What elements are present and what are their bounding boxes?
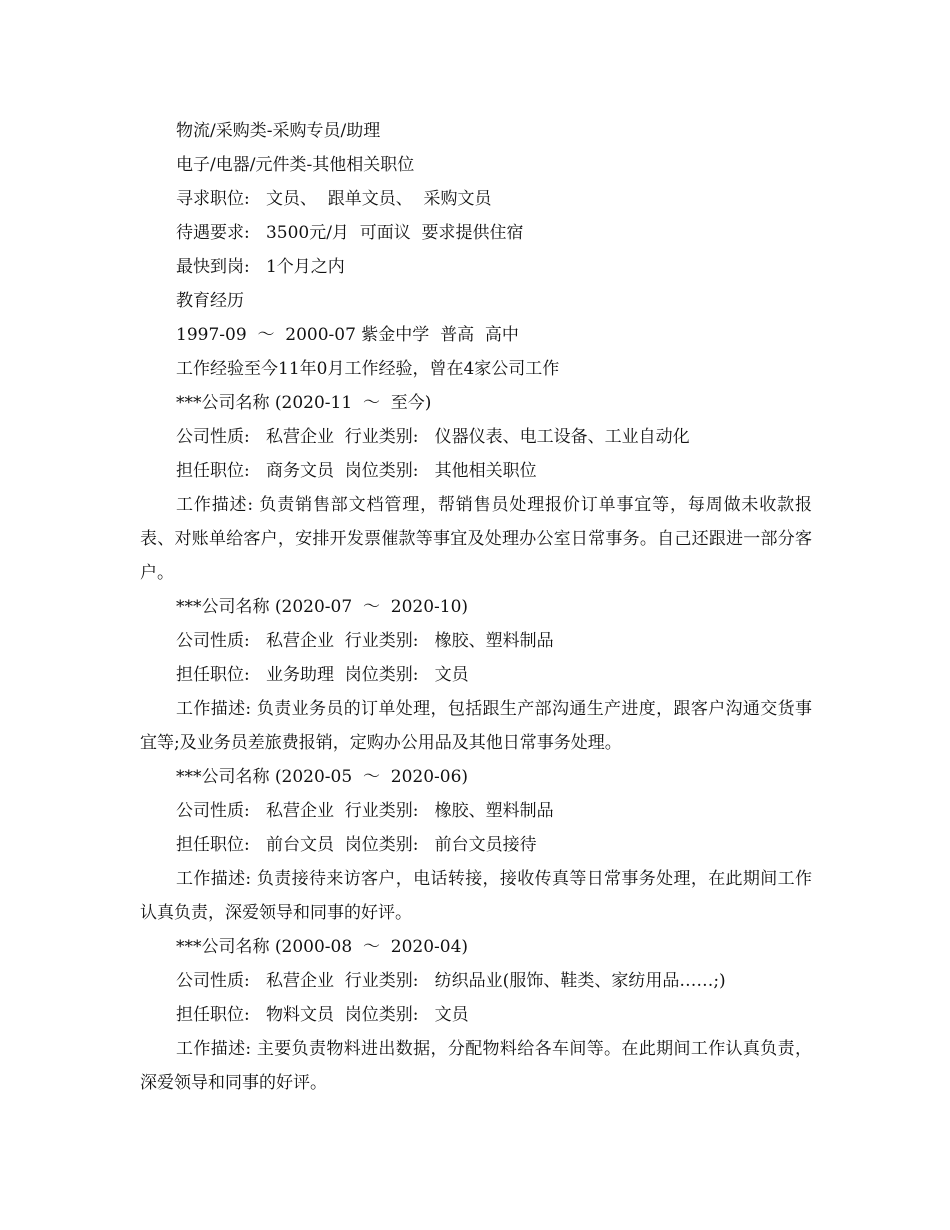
company-nature: 公司性质: 私营企业 行业类别: 橡胶、塑料制品 bbox=[176, 631, 554, 651]
job-category-1: 物流/采购类-采购专员/助理 bbox=[176, 121, 381, 141]
earliest-start: 最快到岗: 1个月之内 bbox=[176, 257, 345, 277]
resume-document bbox=[140, 114, 812, 1100]
experience-summary: 工作经验至今11年0月工作经验，曾在4家公司工作 bbox=[176, 359, 560, 379]
company-heading: ***公司名称 (2020-11 ～ 至今) bbox=[176, 393, 432, 413]
job-entry bbox=[140, 760, 812, 930]
job-sought: 寻求职位: 文员、 跟单文员、 采购文员 bbox=[176, 189, 492, 209]
job-description: 工作描述: 负责销售部文档管理，帮销售员处理报价订单事宜等，每周做未收款报表、对账单给客户，安排开发票催款等事宜及处理办公室日常事务。自己还跟进一部分客户。 bbox=[140, 495, 812, 583]
job-entry bbox=[140, 590, 812, 760]
company-heading: ***公司名称 (2000-08 ～ 2020-04) bbox=[176, 937, 469, 957]
company-heading: ***公司名称 (2020-07 ～ 2020-10) bbox=[176, 597, 469, 617]
job-position: 担任职位: 前台文员 岗位类别: 前台文员接待 bbox=[176, 835, 537, 855]
education-entry: 1997-09 ～ 2000-07 紫金中学 普高 高中 bbox=[176, 325, 519, 345]
job-entry bbox=[140, 930, 812, 1100]
job-category-2: 电子/电器/元件类-其他相关职位 bbox=[176, 155, 415, 175]
job-position: 担任职位: 物料文员 岗位类别: 文员 bbox=[176, 1005, 469, 1025]
job-description: 工作描述: 负责接待来访客户，电话转接，接收传真等日常事务处理，在此期间工作认真负责，深爱领导和同事的好评。 bbox=[140, 869, 812, 923]
company-nature: 公司性质: 私营企业 行业类别: 纺织品业(服饰、鞋类、家纺用品……;) bbox=[176, 971, 726, 991]
job-description: 工作描述: 负责业务员的订单处理，包括跟生产部沟通生产进度，跟客户沟通交货事宜等;及业务员差旅费报销，定购办公用品及其他日常事务处理。 bbox=[140, 699, 812, 753]
job-entry bbox=[140, 386, 812, 590]
company-nature: 公司性质: 私营企业 行业类别: 橡胶、塑料制品 bbox=[176, 801, 554, 821]
job-description: 工作描述: 主要负责物料进出数据，分配物料给各车间等。在此期间工作认真负责，深爱领导和同事的好评。 bbox=[140, 1039, 812, 1093]
job-position: 担任职位: 商务文员 岗位类别: 其他相关职位 bbox=[176, 461, 537, 481]
company-heading: ***公司名称 (2020-05 ～ 2020-06) bbox=[176, 767, 469, 787]
company-nature: 公司性质: 私营企业 行业类别: 仪器仪表、电工设备、工业自动化 bbox=[176, 427, 690, 447]
salary-requirement: 待遇要求: 3500元/月 可面议 要求提供住宿 bbox=[176, 223, 524, 243]
education-heading: 教育经历 bbox=[176, 291, 244, 311]
job-position: 担任职位: 业务助理 岗位类别: 文员 bbox=[176, 665, 469, 685]
